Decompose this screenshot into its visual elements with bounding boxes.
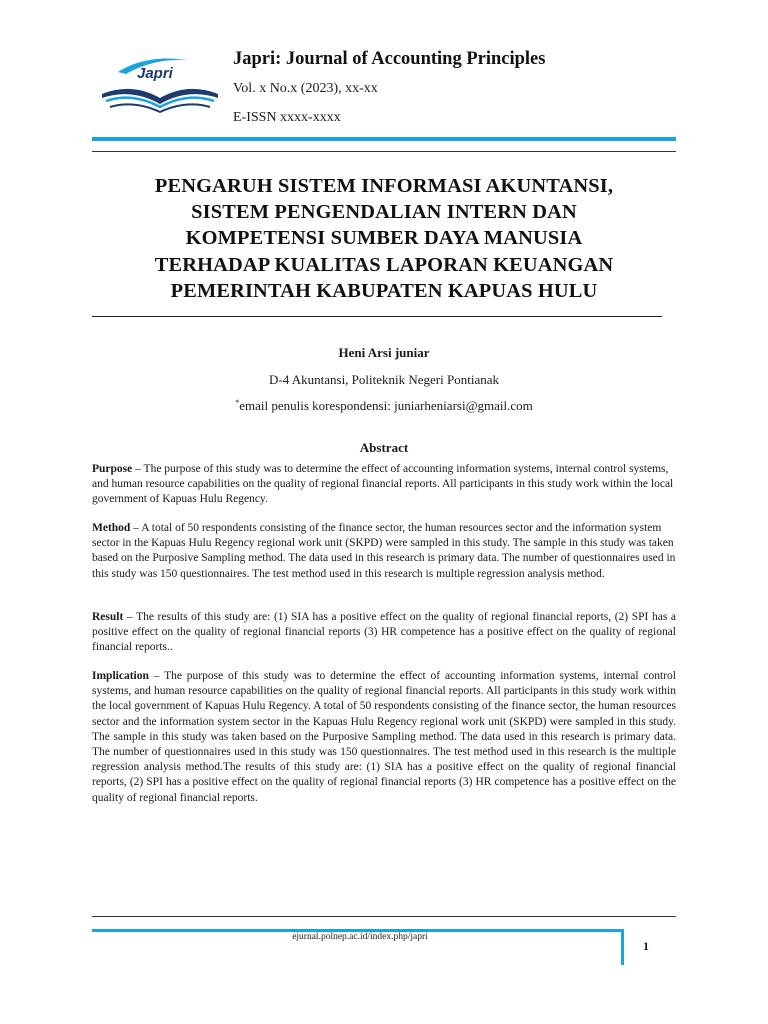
author-name: Heni Arsi juniar <box>338 345 430 360</box>
journal-logo <box>96 52 226 114</box>
email-marker: * <box>235 398 240 407</box>
header-divider <box>92 151 676 152</box>
title-line: SISTEM PENGENDALIAN INTERN DAN <box>191 201 577 224</box>
abstract-heading: Abstract <box>359 440 409 455</box>
book-icon <box>102 89 218 104</box>
purpose-label: Purpose <box>92 463 133 475</box>
logo-text: Japri <box>137 65 173 82</box>
journal-url[interactable]: ejurnal.polnep.ac.id/index.php/japri <box>292 932 428 942</box>
author-affiliation: D-4 Akuntansi, Politeknik Negeri Pontianak <box>268 372 499 387</box>
paper-title <box>92 173 676 304</box>
volume-info: Vol. x No.x (2023), xx-xx <box>233 81 378 96</box>
title-line: KOMPETENSI SUMBER DAYA MANUSIA <box>185 227 583 250</box>
method-label: Method <box>92 522 131 534</box>
abstract-result <box>92 610 676 656</box>
title-line: PEMERINTAH KABUPATEN KAPUAS HULU <box>170 279 598 302</box>
result-label: Result <box>92 611 124 623</box>
footer-divider <box>92 916 676 917</box>
issn-info: E-ISSN xxxx-xxxx <box>233 110 341 125</box>
title-line: TERHADAP KUALITAS LAPORAN KEUANGAN <box>154 253 614 276</box>
page-number-bracket <box>621 929 624 965</box>
header-accent-rule <box>92 137 676 141</box>
abstract-purpose <box>92 462 676 508</box>
abstract-method <box>92 521 676 582</box>
method-text: – A total of 50 respondents consisting of the finance sector, the human resources sector and the information system sector in the Kapuas Hulu Regency regional work unit (SKPD) were sampled in this study. The sample in this study was taken based on the Purposive Sampling method. The data used in this research is primary data. The number of questionnaires used in this study was 150 questionnaires. The test method used in this research is multiple regression analysis method. <box>92 522 676 580</box>
implication-label: Implication <box>92 670 149 682</box>
implication-text: – The purpose of this study was to determine the effect of accounting information systems, internal control systems, and human resource capabilities on the quality of regional financial reports. All participants in this study work within the local government of Kapuas Hulu Regency. A total of 50 respondents consisting of the finance sector, the human resources sector and the information system sector in the Kapuas Hulu Regency regional work unit (SKPD) were sampled in this study. The sample in this study was taken based on the Purposive Sampling method. The data used in this research is primary data. The number of questionnaires used in this study was 150 questionnaires. The test method used in this research is the multiple regression analysis method.The results of this study are: (1) SIA has a positive effect on the quality of regional financial reports, (2) SPI has a positive effect on the quality of regional financial reports (3) HR competence has a positive effect on the quality of regional financial reports. <box>92 670 676 804</box>
abstract-implication <box>92 669 676 806</box>
title-line: PENGARUH SISTEM INFORMASI AKUNTANSI, <box>154 175 614 197</box>
title-divider <box>92 316 662 317</box>
page-number: 1 <box>643 939 649 953</box>
result-text: – The results of this study are: (1) SIA has a positive effect on the quality of regional financial reports, (2) SPI has a positive effect on the quality of regional financial reports (3) HR competence has a positive effect on the quality of regional financial reports.. <box>92 611 676 654</box>
email-text: email penulis korespondensi: juniarheniarsi@gmail.com <box>239 398 533 413</box>
corresponding-email <box>92 398 676 414</box>
journal-title: Japri: Journal of Accounting Principles <box>233 49 546 69</box>
purpose-text: – The purpose of this study was to determine the effect of accounting information systems, internal control systems, and human resource capabilities on the quality of regional financial reports. All participants in this study work within the local government of Kapuas Hulu Regency. <box>92 463 674 506</box>
